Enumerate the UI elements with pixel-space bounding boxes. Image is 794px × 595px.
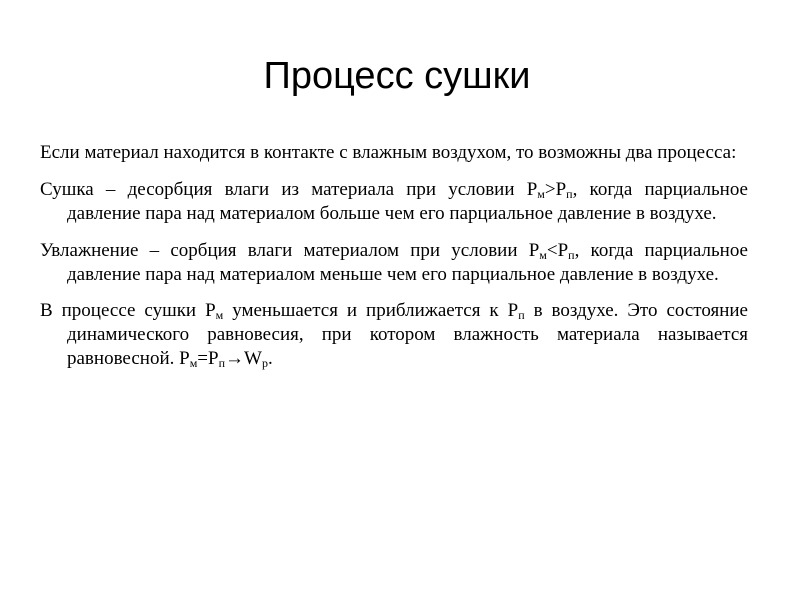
subscript: м (539, 248, 547, 262)
paragraph-humidification (40, 239, 748, 287)
subscript: п (566, 187, 573, 201)
text-run: , когда парциальное давление пара над материалом больше чем его парциальное давление в воздухе. (67, 179, 748, 224)
text-run: , когда парциальное давление пара над материалом меньше чем его парциальное давление в воздухе. (67, 240, 748, 285)
subscript: п (568, 248, 575, 262)
text-run: В процессе сушки Р (40, 300, 216, 321)
text-run: Сушка – десорбция влаги из материала при условии Р (40, 179, 538, 200)
text-run: <Р (546, 240, 569, 261)
paragraph-intro (40, 141, 748, 165)
subscript: р (261, 356, 268, 370)
paragraph-equilibrium (40, 299, 748, 371)
subscript: м (215, 308, 224, 322)
text-run: . (267, 348, 273, 369)
subscript: м (537, 187, 545, 201)
text-run: →W (225, 348, 262, 369)
text-run: >Р (544, 179, 567, 200)
subscript: п (218, 356, 225, 370)
paragraph-text: Если материал находится в контакте с влажным воздухом, то возможны два процесса: (40, 142, 737, 163)
text-run: в воздухе. Это состояние динамического равновесия, при котором влажность материала называется равновесной. Р (67, 300, 748, 369)
text-run: Увлажнение – сорбция влаги материалом при условии Р (40, 240, 540, 261)
subscript: м (189, 356, 198, 370)
slide-title: Процесс сушки (263, 55, 531, 97)
paragraph-drying (40, 178, 748, 226)
slide-body (40, 141, 748, 381)
text-run: =Р (197, 348, 219, 369)
subscript: п (518, 308, 525, 322)
text-run: уменьшается и приближается к Р (223, 300, 519, 321)
